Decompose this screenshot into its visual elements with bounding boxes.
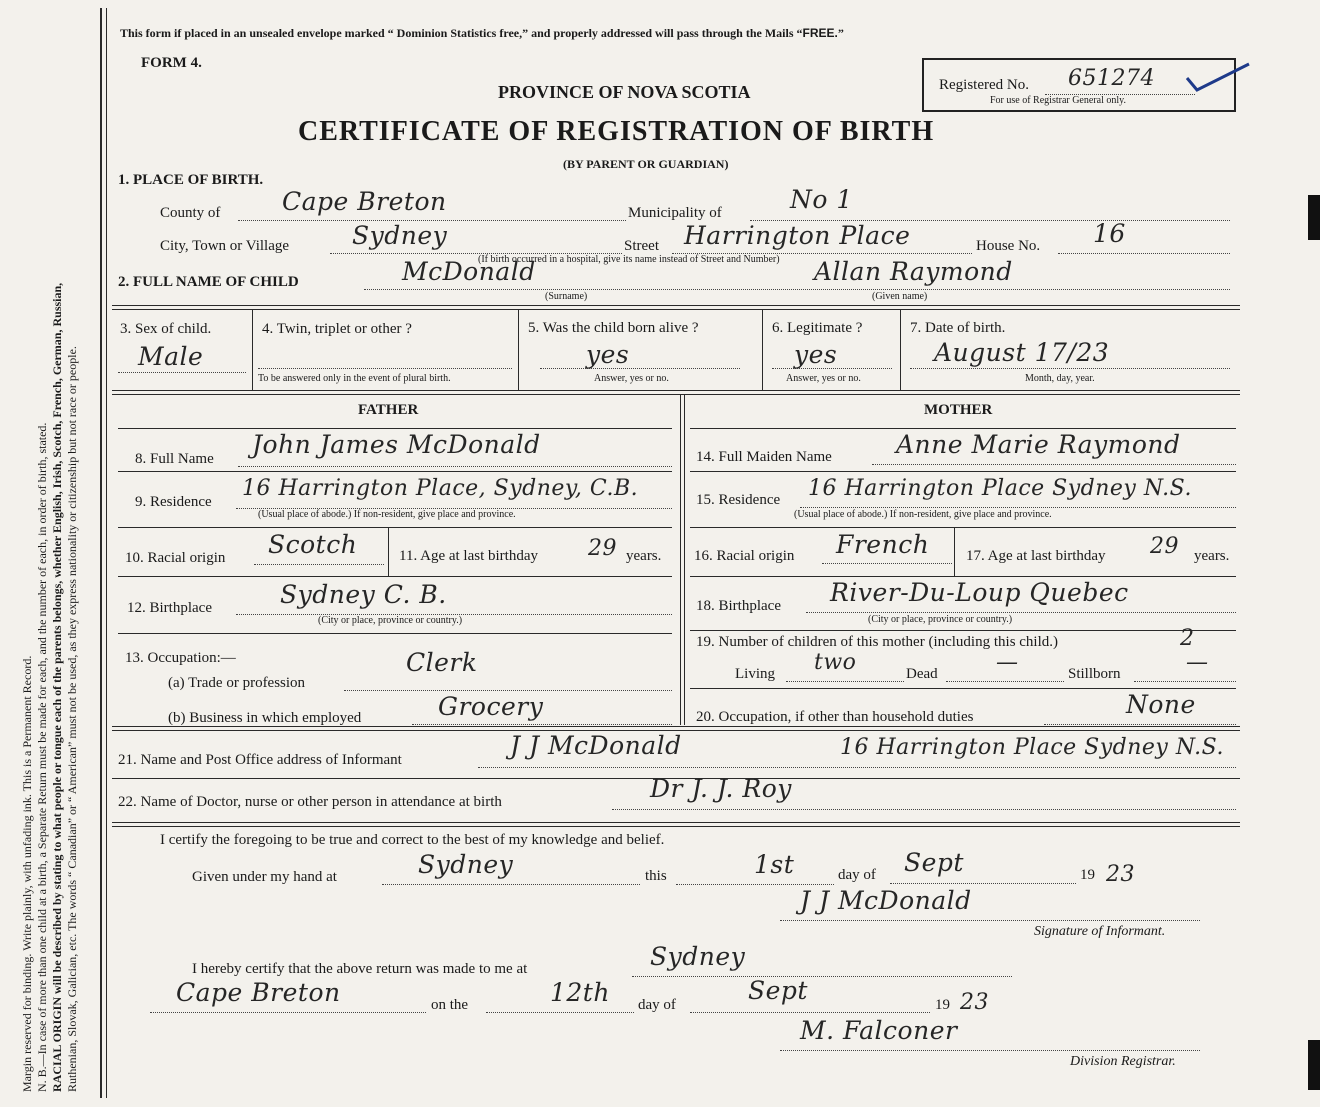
- certificate-title: CERTIFICATE OF REGISTRATION OF BIRTH: [298, 116, 935, 147]
- this-label: this: [645, 868, 667, 884]
- registrar-day-of-label: day of: [638, 997, 676, 1013]
- registrar-county-value: Cape Breton: [176, 978, 341, 1007]
- dob-value: August 17/23: [934, 338, 1110, 367]
- mother-birthplace-value: River-Du-Loup Quebec: [830, 578, 1129, 607]
- mother-race-label: 16. Racial origin: [694, 548, 795, 564]
- mother-name-value: Anne Marie Raymond: [896, 430, 1181, 459]
- business-value: Grocery: [438, 692, 544, 721]
- mother-residence-value: 16 Harrington Place Sydney N.S.: [808, 476, 1192, 501]
- registrar-statement: I hereby certify that the above return was made to me at: [192, 961, 528, 977]
- children-count-label: 19. Number of children of this mother (including this child.): [696, 634, 1059, 650]
- registrar-day-value: 12th: [550, 978, 610, 1007]
- certify-statement: I certify the foregoing to be true and correct to the best of my knowledge and belief.: [160, 832, 665, 848]
- this-day-value: 1st: [754, 850, 795, 879]
- child-surname: McDonald: [402, 257, 536, 286]
- doctor-label: 22. Name of Doctor, nurse or other person in attendance at birth: [118, 794, 502, 810]
- business-label: (b) Business in which employed: [168, 710, 362, 726]
- check-mark-icon: [1183, 60, 1253, 96]
- municipality-label: Municipality of: [628, 205, 722, 221]
- envelope-note: This form if placed in an unsealed envelope marked “ Dominion Statistics free,” and properly addressed will pass through the Mails “FREE.”: [120, 26, 844, 40]
- house-label: House No.: [976, 238, 1041, 254]
- father-residence-value: 16 Harrington Place, Sydney, C.B.: [242, 476, 639, 501]
- mother-age-value: 29: [1150, 534, 1179, 559]
- mother-residence-label: 15. Residence: [696, 492, 781, 508]
- mother-occupation-label: 20. Occupation, if other than household duties: [696, 709, 974, 725]
- twin-note: To be answered only in the event of plural birth.: [258, 373, 451, 384]
- given-place-value: Sydney: [418, 850, 514, 879]
- stillborn-label: Stillborn: [1068, 666, 1121, 682]
- mother-name-label: 14. Full Maiden Name: [696, 449, 832, 465]
- sex-value: Male: [138, 342, 204, 371]
- margin-note: RACIAL ORIGIN will be described by stating to what people or tongue each of the parents belongs, whether English, Irish, Scotch, French, German, Russian,: [50, 282, 64, 1092]
- signature-caption: Signature of Informant.: [1034, 924, 1166, 939]
- sex-label: 3. Sex of child.: [120, 321, 212, 337]
- mother-age-unit: years.: [1194, 548, 1230, 564]
- certificate-subtitle: (BY PARENT OR GUARDIAN): [563, 157, 729, 171]
- edge-tab: [1308, 195, 1320, 240]
- margin-note: Margin reserved for binding. Write plainly, with unfading ink. This is a Permanent Record.: [20, 655, 34, 1092]
- edge-tab: [1308, 1040, 1320, 1090]
- father-birthplace-caption: (City or place, province or country.): [318, 615, 463, 626]
- doctor-value: Dr J. J. Roy: [650, 774, 792, 803]
- registrar-signature: M. Falconer: [800, 1016, 958, 1045]
- dob-caption: Month, day, year.: [1025, 373, 1095, 384]
- alive-label: 5. Was the child born alive ?: [528, 320, 699, 336]
- legitimate-label: 6. Legitimate ?: [772, 320, 863, 336]
- margin-rule: [106, 8, 107, 1098]
- stillborn-value: —: [1186, 650, 1209, 675]
- trade-label: (a) Trade or profession: [168, 675, 306, 691]
- registrar-month-value: Sept: [748, 976, 808, 1005]
- informant-signature: J J McDonald: [800, 886, 972, 915]
- legitimate-value: yes: [794, 340, 838, 369]
- province-heading: PROVINCE OF NOVA SCOTIA: [498, 82, 751, 102]
- father-residence-caption: (Usual place of abode.) If non-resident, give place and province.: [258, 509, 516, 520]
- margin-rule: [100, 8, 102, 1098]
- given-name-caption: (Given name): [872, 291, 928, 302]
- father-race-label: 10. Racial origin: [125, 550, 226, 566]
- municipality-value: No 1: [790, 185, 853, 214]
- mother-birthplace-label: 18. Birthplace: [696, 598, 781, 614]
- street-value: Harrington Place: [684, 221, 911, 250]
- hospital-note: (If birth occurred in a hospital, give its name instead of Street and Number): [478, 254, 780, 265]
- registrar-year-prefix: 19: [935, 997, 950, 1013]
- mother-race-value: French: [836, 530, 930, 559]
- dead-label: Dead: [906, 666, 938, 682]
- year-prefix: 19: [1080, 867, 1095, 883]
- living-value: two: [814, 650, 857, 675]
- children-count-value: 2: [1180, 626, 1195, 651]
- informant-label: 21. Name and Post Office address of Informant: [118, 752, 402, 768]
- mother-birthplace-caption: (City or place, province or country.): [868, 614, 1013, 625]
- registrar-caption: Division Registrar.: [1070, 1054, 1176, 1069]
- form-number: FORM 4.: [141, 55, 202, 71]
- dead-value: —: [996, 650, 1019, 675]
- child-given-name: Allan Raymond: [814, 257, 1013, 286]
- surname-caption: (Surname): [545, 291, 588, 302]
- margin-notes: [20, 7, 80, 1092]
- informant-name: J J McDonald: [510, 731, 682, 760]
- margin-note: N. B.—In case of more than one child at a birth, a Separate Return must be made for each, and the number of each, in order of birth, stated.: [35, 422, 49, 1092]
- trade-value: Clerk: [406, 648, 478, 677]
- father-birthplace-value: Sydney C. B.: [280, 580, 447, 609]
- registered-number: 651274: [1068, 66, 1155, 91]
- twin-label: 4. Twin, triplet or other ?: [262, 321, 412, 337]
- city-value: Sydney: [352, 221, 448, 250]
- city-label: City, Town or Village: [160, 238, 290, 254]
- father-age-value: 29: [588, 536, 617, 561]
- county-label: County of: [160, 205, 221, 221]
- on-the-label: on the: [431, 997, 469, 1013]
- street-label: Street: [624, 238, 659, 254]
- mother-heading: MOTHER: [924, 402, 993, 418]
- father-heading: FATHER: [358, 402, 419, 418]
- given-under-label: Given under my hand at: [192, 869, 337, 885]
- county-value: Cape Breton: [282, 187, 447, 216]
- father-age-label: 11. Age at last birthday: [399, 548, 538, 564]
- father-age-unit: years.: [626, 548, 662, 564]
- living-label: Living: [735, 666, 775, 682]
- father-name-label: 8. Full Name: [135, 451, 214, 467]
- registrar-place-value: Sydney: [650, 942, 746, 971]
- house-value: 16: [1093, 219, 1126, 248]
- father-name-value: John James McDonald: [252, 430, 541, 459]
- registrar-note: For use of Registrar General only.: [990, 95, 1126, 106]
- alive-value: yes: [586, 340, 630, 369]
- dob-label: 7. Date of birth.: [910, 320, 1006, 336]
- margin-note: Ruthenian, Slovak, Galician, etc. The words “ Canadian” or “ American” must not be used, as they express nationality or citizenship but not race or people.: [65, 346, 79, 1092]
- father-residence-label: 9. Residence: [135, 494, 212, 510]
- father-race-value: Scotch: [268, 530, 358, 559]
- child-name-label: 2. FULL NAME OF CHILD: [118, 274, 299, 290]
- day-of-label: day of: [838, 867, 876, 883]
- month-value: Sept: [904, 848, 964, 877]
- mother-residence-caption: (Usual place of abode.) If non-resident, give place and province.: [794, 509, 1052, 520]
- mother-occupation-value: None: [1126, 690, 1196, 719]
- alive-caption: Answer, yes or no.: [594, 373, 669, 384]
- informant-address: 16 Harrington Place Sydney N.S.: [840, 735, 1224, 760]
- legitimate-caption: Answer, yes or no.: [786, 373, 861, 384]
- place-of-birth-label: 1. PLACE OF BIRTH.: [118, 172, 264, 188]
- mother-age-label: 17. Age at last birthday: [966, 548, 1106, 564]
- father-birthplace-label: 12. Birthplace: [127, 600, 212, 616]
- registered-label: Registered No.: [939, 77, 1029, 93]
- registrar-year-value: 23: [960, 990, 989, 1015]
- father-occupation-label: 13. Occupation:—: [125, 650, 236, 666]
- year-value: 23: [1106, 862, 1135, 887]
